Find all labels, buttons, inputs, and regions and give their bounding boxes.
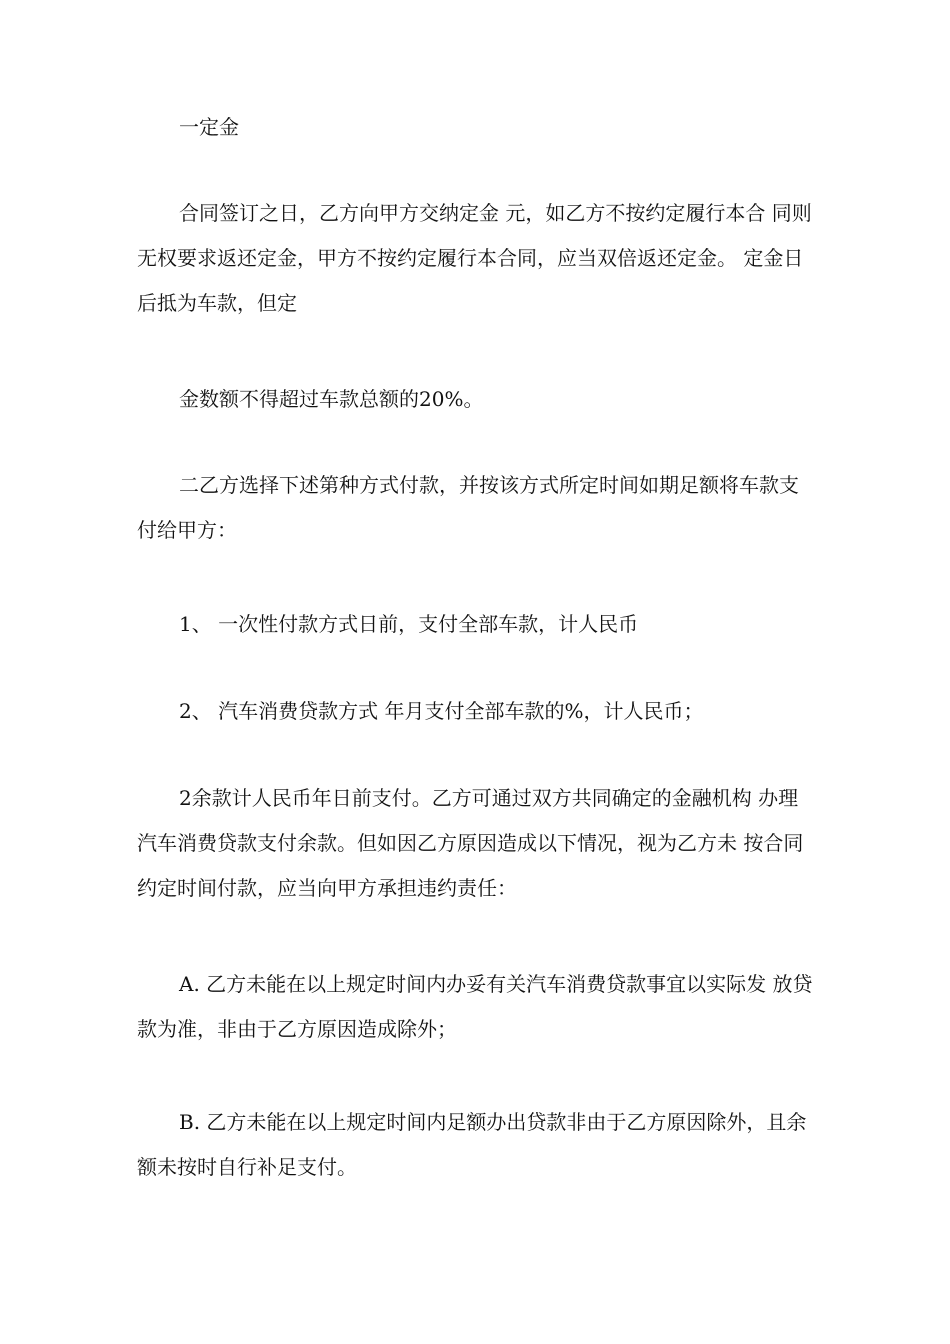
paragraph-balance-payment: 2余款计人民币年日前支付。乙方可通过双方共同确定的金融机构 办理汽车消费贷款支付余款。但如因乙方原因造成以下情况，视为乙方未 按合同约定时间付款，应当向甲方承担违约责任： [137, 786, 804, 900]
paragraph-deposit-terms: 合同签订之日，乙方向甲方交纳定金 元，如乙方不按约定履行本合 同则无权要求返还定金，甲方不按约定履行本合同，应当双倍返还定金。 定金日后抵为车款，但定 [137, 201, 812, 315]
paragraph-deposit-limit: 金数额不得超过车款总额的20%。 [179, 387, 484, 411]
paragraph-condition-b: B. 乙方未能在以上规定时间内足额办出贷款非由于乙方原因除外，且余额未按时自行补足支付。 [137, 1110, 807, 1179]
paragraph-condition-a: A. 乙方未能在以上规定时间内办妥有关汽车消费贷款事宜以实际发 放贷款为准，非由于乙方原因造成除外； [137, 972, 813, 1041]
section-heading-deposit: 一定金 [179, 115, 239, 139]
paragraph-payment-method: 二乙方选择下述第种方式付款，并按该方式所定时间如期足额将车款支付给甲方： [137, 473, 799, 542]
paragraph-loan-payment: 2、 汽车消费贷款方式 年月支付全部车款的%，计人民币； [179, 699, 704, 723]
paragraph-lump-sum: 1、 一次性付款方式日前，支付全部车款，计人民币 [179, 612, 639, 636]
